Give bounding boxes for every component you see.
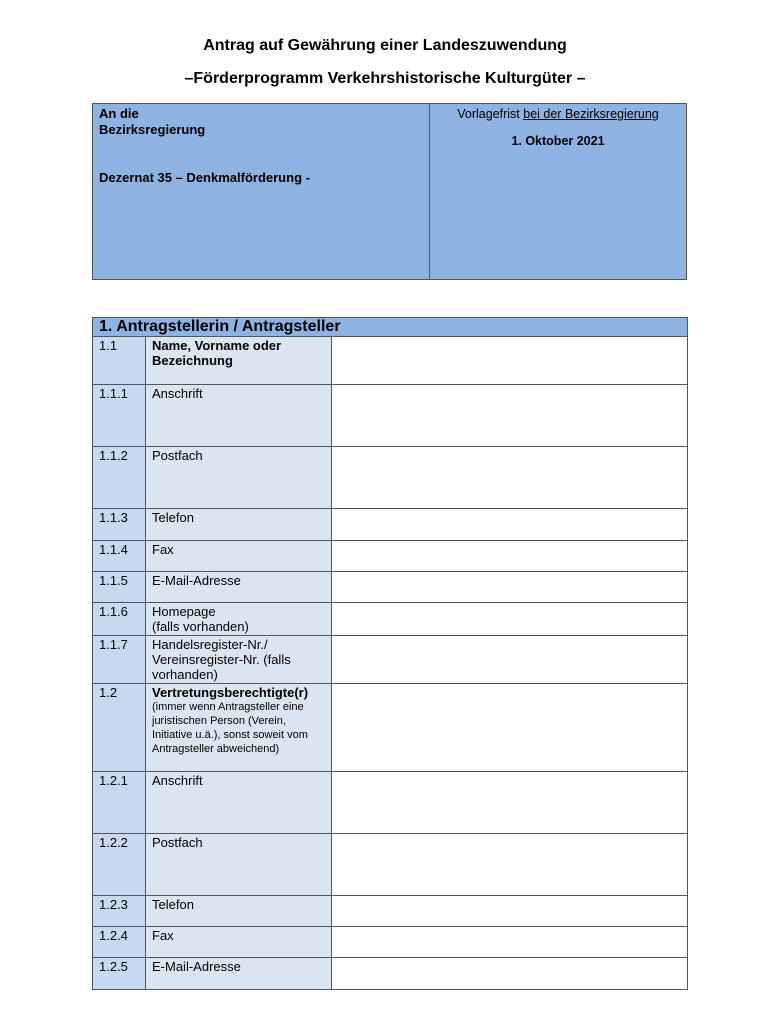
fax-field[interactable]	[332, 541, 688, 572]
register-number-field[interactable]	[332, 636, 688, 684]
form-row	[93, 385, 688, 447]
row-number: 1.1.6	[93, 603, 146, 636]
deadline-label: Vorlagefrist bei der Bezirksregierung	[457, 107, 659, 121]
section-1-header: 1. Antragstellerin / Antragsteller	[92, 317, 688, 337]
form-row	[93, 927, 688, 958]
form-row	[93, 636, 688, 684]
form-row	[93, 958, 688, 990]
row-label: Vertretungsberechtigte(r) (immer wenn Antragsteller eine juristischen Person (Verein, Initiative u.ä.), sonst soweit vom Antragsteller abweichend)	[146, 684, 332, 772]
form-row	[93, 572, 688, 603]
row-label: Homepage (falls vorhanden)	[146, 603, 332, 636]
document-subtitle: –Förderprogramm Verkehrshistorische Kulturgüter –	[184, 70, 586, 87]
form-row	[93, 603, 688, 636]
row-label: E-Mail-Adresse	[146, 572, 332, 603]
row-number: 1.1.3	[93, 509, 146, 541]
row-number: 1.2.1	[93, 772, 146, 834]
representative-email-field[interactable]	[332, 958, 688, 990]
row-number: 1.1.5	[93, 572, 146, 603]
row-label: Fax	[146, 541, 332, 572]
homepage-field[interactable]	[332, 603, 688, 636]
row-number: 1.2.3	[93, 896, 146, 927]
email-field[interactable]	[332, 572, 688, 603]
representative-fax-field[interactable]	[332, 927, 688, 958]
row-label: Postfach	[146, 447, 332, 509]
deadline-block	[430, 104, 686, 283]
address-field[interactable]	[332, 385, 688, 447]
form-row	[93, 447, 688, 509]
representative-field[interactable]	[332, 684, 688, 772]
row-label: Telefon	[146, 509, 332, 541]
row-number: 1.2	[93, 684, 146, 772]
phone-field[interactable]	[332, 509, 688, 541]
row-number: 1.2.2	[93, 834, 146, 896]
form-row	[93, 772, 688, 834]
name-field[interactable]	[332, 337, 688, 385]
applicant-form-table	[92, 336, 688, 990]
form-row	[93, 684, 688, 772]
row-number: 1.1.1	[93, 385, 146, 447]
row-label: Anschrift	[146, 385, 332, 447]
representative-po-box-field[interactable]	[332, 834, 688, 896]
row-number: 1.1.2	[93, 447, 146, 509]
row-label: Name, Vorname oder Bezeichnung	[146, 337, 332, 385]
row-number: 1.1.7	[93, 636, 146, 684]
row-number: 1.2.4	[93, 927, 146, 958]
row-label: Anschrift	[146, 772, 332, 834]
form-row	[93, 509, 688, 541]
document-title: Antrag auf Gewährung einer Landeszuwendung	[203, 37, 567, 54]
row-label: Handelsregister-Nr./ Vereinsregister-Nr. (falls vorhanden)	[146, 636, 332, 684]
form-row	[93, 896, 688, 927]
row-number: 1.2.5	[93, 958, 146, 990]
row-label: Postfach	[146, 834, 332, 896]
recipient-line-1: An die	[99, 106, 139, 121]
representative-phone-field[interactable]	[332, 896, 688, 927]
row-label: E-Mail-Adresse	[146, 958, 332, 990]
form-row	[93, 541, 688, 572]
row-number: 1.1.4	[93, 541, 146, 572]
row-number: 1.1	[93, 337, 146, 385]
row-label: Telefon	[146, 896, 332, 927]
form-row	[93, 834, 688, 896]
address-box	[92, 103, 687, 280]
po-box-field[interactable]	[332, 447, 688, 509]
deadline-date: 1. Oktober 2021	[511, 134, 605, 148]
row-label: Fax	[146, 927, 332, 958]
recipient-block	[93, 104, 430, 279]
recipient-department: Dezernat 35 – Denkmalförderung -	[99, 170, 310, 185]
representative-address-field[interactable]	[332, 772, 688, 834]
form-row	[93, 337, 688, 385]
recipient-line-2: Bezirksregierung	[99, 122, 206, 137]
